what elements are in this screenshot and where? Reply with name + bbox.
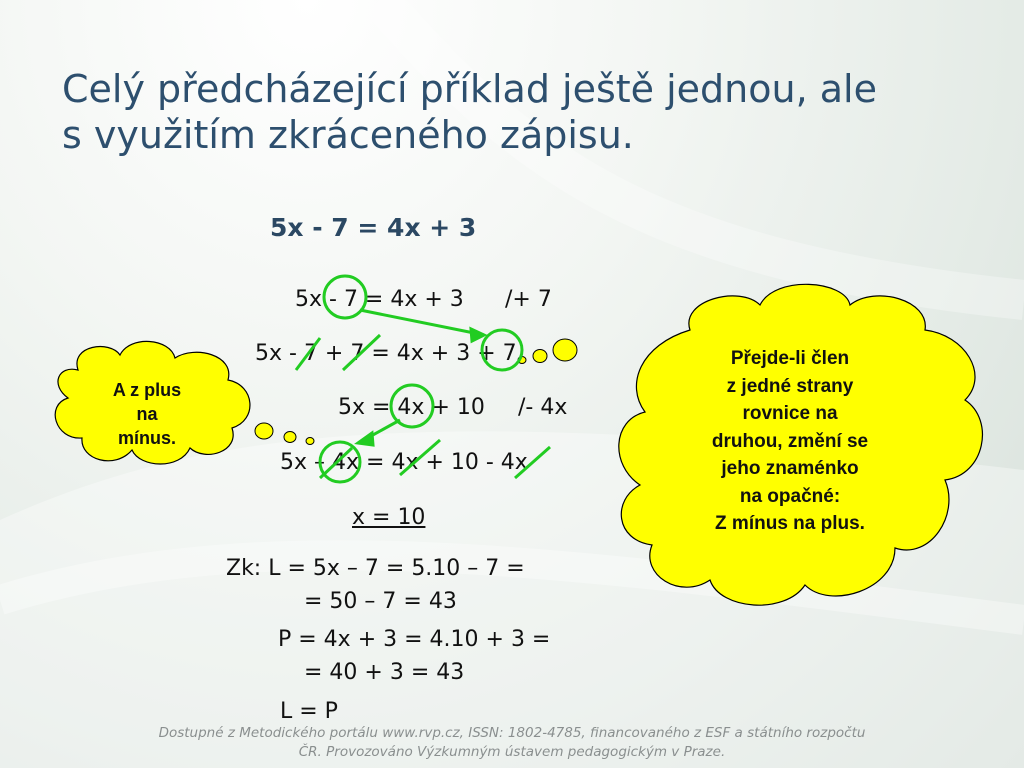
check-left-line2: = 50 – 7 = 43: [304, 589, 457, 614]
strike-5: [515, 447, 550, 478]
step3-operation: /- 4x: [518, 395, 568, 420]
strike-2: [343, 335, 380, 370]
left-bubble-text: [62, 378, 232, 450]
check-conclusion: L = P: [280, 699, 338, 724]
footer: [0, 724, 1024, 762]
step1-operation: /+ 7: [505, 287, 552, 312]
title-line-2: s využitím zkráceného zápisu.: [62, 113, 634, 157]
footer-line2: ČR. Provozováno Výzkumným ústavem pedagogickým v Praze.: [298, 744, 726, 760]
strike-1: [296, 338, 320, 370]
right-bubble-line6: na opačné:: [739, 485, 841, 507]
right-bubble-line2: z jedné strany: [726, 375, 854, 397]
right-bubble-line1: Přejde-li člen: [730, 348, 850, 369]
result: x = 10: [352, 505, 426, 530]
strike-4: [400, 440, 440, 475]
right-bubble-line4: druhou, změní se: [711, 430, 869, 452]
circle-minus4x: [320, 442, 360, 482]
footer-line1: Dostupné z Metodického portálu www.rvp.cz, ISSN: 1802-4785, financovaného z ESF a státního rozpočtu: [158, 725, 866, 741]
check-right-line2: = 40 + 3 = 43: [304, 660, 465, 685]
circle-plus7: [482, 330, 522, 370]
step1-equation: 5x - 7 = 4x + 3: [295, 287, 464, 312]
left-bubble-line2: na: [136, 404, 158, 424]
arrow-line-1: [360, 310, 484, 335]
step2-equation: 5x - 7 + 7 = 4x + 3 + 7: [255, 341, 517, 366]
title-line-1: Celý předcházející příklad ještě jednou, ale: [62, 67, 877, 111]
check-left-line1: Zk: L = 5x – 7 = 5.10 – 7 =: [226, 556, 525, 581]
arrow-head-2: [358, 433, 373, 445]
circle-minus7: [324, 276, 366, 318]
left-bubble-line3: mínus.: [117, 428, 176, 448]
step3-equation: 5x = 4x + 10: [338, 395, 485, 420]
step4-equation: 5x – 4x = 4x + 10 - 4x: [280, 450, 528, 475]
right-bubble-line7: Z mínus na plus.: [715, 513, 865, 534]
left-bubble-line1: A z plus: [112, 380, 182, 400]
strike-3: [320, 448, 352, 478]
check-right-line1: P = 4x + 3 = 4.10 + 3 =: [278, 627, 551, 652]
right-bubble-text: [660, 345, 920, 538]
main-equation: 5x - 7 = 4x + 3: [270, 213, 477, 242]
right-bubble-line3: rovnice na: [742, 403, 838, 424]
arrow-head-1: [471, 329, 484, 341]
green-annotations: [296, 276, 550, 482]
right-bubble-line5: jeho znaménko: [721, 458, 859, 479]
